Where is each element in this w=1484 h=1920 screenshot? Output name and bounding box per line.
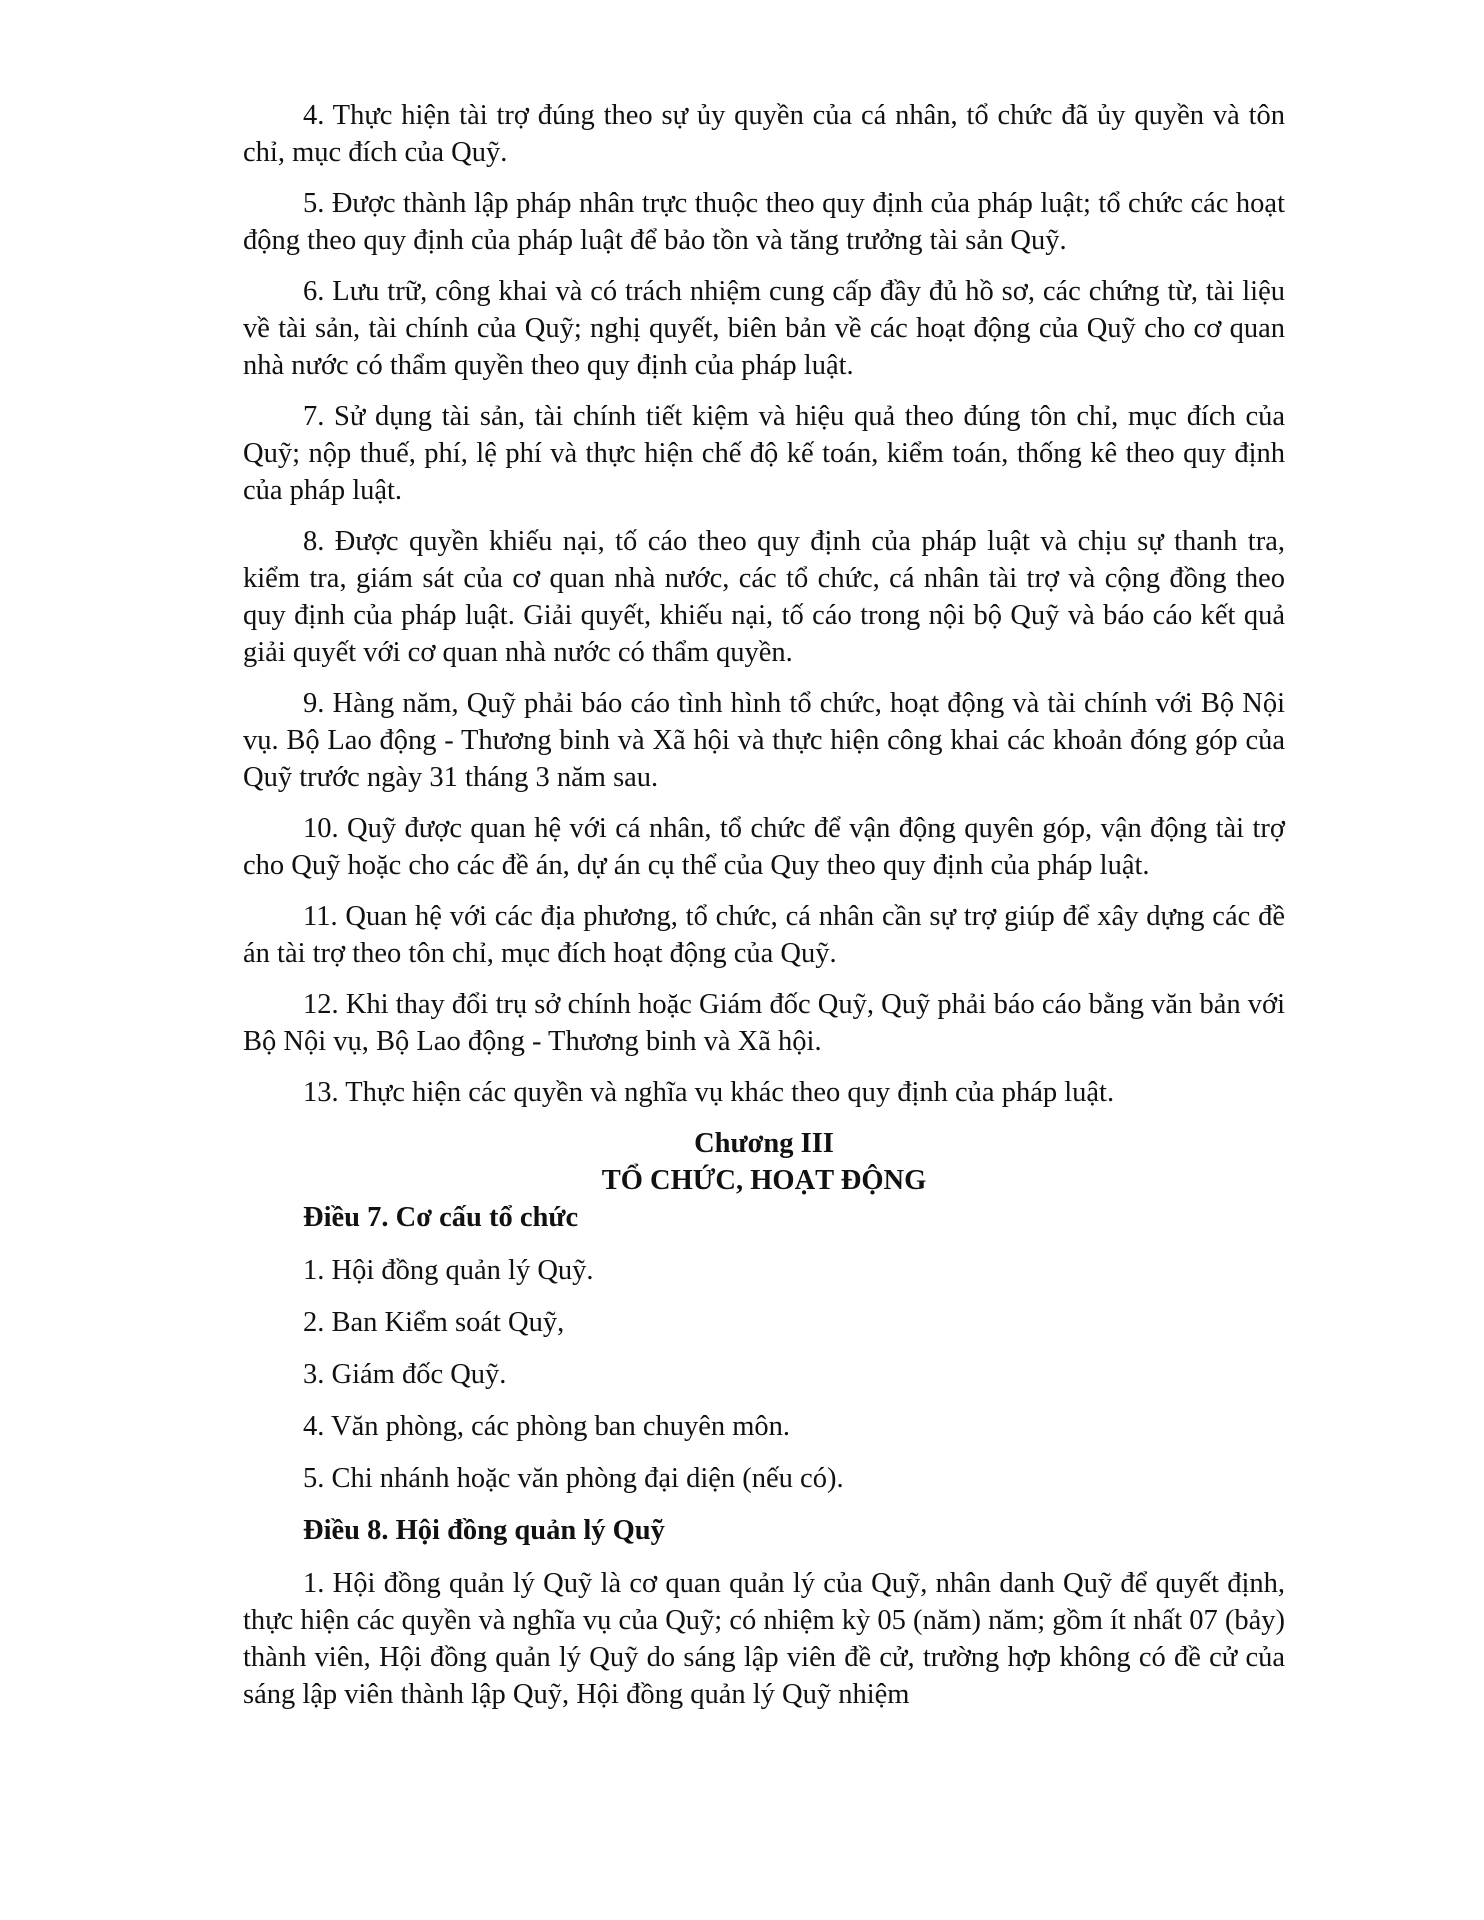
clause-12: 12. Khi thay đổi trụ sở chính hoặc Giám đốc Quỹ, Quỹ phải báo cáo bằng văn bản với Bộ Nội vụ, Bộ Lao động - Thương binh và Xã hội. (243, 989, 1285, 1057)
clause-5: 5. Được thành lập pháp nhân trực thuộc theo quy định của pháp luật; tổ chức các hoạt động theo quy định của pháp luật để bảo tồn và tăng trưởng tài sản Quỹ. (243, 188, 1285, 256)
clause-7: 7. Sử dụng tài sản, tài chính tiết kiệm và hiệu quả theo đúng tôn chỉ, mục đích của Quỹ; nộp thuế, phí, lệ phí và thực hiện chế độ kế toán, kiểm toán, thống kê theo quy định của pháp luật. (243, 401, 1285, 506)
chapter-title: TỔ CHỨC, HOẠT ĐỘNG (601, 1165, 927, 1196)
clause-8: 8. Được quyền khiếu nại, tố cáo theo quy định của pháp luật và chịu sự thanh tra, kiểm tra, giám sát của cơ quan nhà nước, các tổ chức, cá nhân tài trợ và cộng đồng theo quy định của pháp luật. Giải quyết, khiếu nại, tố cáo trong nội bộ Quỹ và báo cáo kết quả giải quyết với cơ quan nhà nước có thẩm quyền. (243, 526, 1285, 668)
clause-13: 13. Thực hiện các quyền và nghĩa vụ khác theo quy định của pháp luật. (303, 1077, 1115, 1108)
article-8-clause-1: 1. Hội đồng quản lý Quỹ là cơ quan quản lý của Quỹ, nhân danh Quỹ để quyết định, thực hiện các quyền và nghĩa vụ của Quỹ; có nhiệm kỳ 05 (năm) năm; gồm ít nhất 07 (bảy) thành viên, Hội đồng quản lý Quỹ do sáng lập viên đề cử, trường hợp không có đề cử của sáng lập viên thành lập Quỹ, Hội đồng quản lý Quỹ nhiệm (243, 1568, 1285, 1710)
clause-10: 10. Quỹ được quan hệ với cá nhân, tổ chức để vận động quyên góp, vận động tài trợ cho Quỹ hoặc cho các đề án, dự án cụ thể của Quy theo quy định của pháp luật. (243, 813, 1285, 881)
article-7-item: 4. Văn phòng, các phòng ban chuyên môn. (303, 1411, 791, 1442)
clause-9: 9. Hàng năm, Quỹ phải báo cáo tình hình tổ chức, hoạt động và tài chính với Bộ Nội vụ. Bộ Lao động - Thương binh và Xã hội và thực hiện công khai các khoản đóng góp của Quỹ trước ngày 31 tháng 3 năm sau. (243, 688, 1285, 793)
article-7-item: 3. Giám đốc Quỹ. (303, 1359, 507, 1390)
chapter-number: Chương III (694, 1128, 834, 1159)
clause-6: 6. Lưu trữ, công khai và có trách nhiệm cung cấp đầy đủ hồ sơ, các chứng từ, tài liệu về tài sản, tài chính của Quỹ; nghị quyết, biên bản về các hoạt động của Quỹ cho cơ quan nhà nước có thẩm quyền theo quy định của pháp luật. (243, 276, 1285, 381)
article-7-item: 5. Chi nhánh hoặc văn phòng đại diện (nếu có). (303, 1463, 844, 1494)
document-page (243, 97, 1285, 1727)
article-7-item: 2. Ban Kiểm soát Quỹ, (303, 1307, 565, 1338)
clause-4: 4. Thực hiện tài trợ đúng theo sự ủy quyền của cá nhân, tổ chức đã ủy quyền và tôn chỉ, mục đích của Quỹ. (243, 100, 1285, 168)
article-7-heading: Điều 7. Cơ cấu tổ chức (303, 1202, 579, 1233)
article-7-item: 1. Hội đồng quản lý Quỹ. (303, 1255, 594, 1286)
clause-11: 11. Quan hệ với các địa phương, tổ chức, cá nhân cần sự trợ giúp để xây dựng các đề án tài trợ theo tôn chỉ, mục đích hoạt động của Quỹ. (243, 901, 1285, 969)
article-8-heading: Điều 8. Hội đồng quản lý Quỹ (303, 1515, 665, 1546)
